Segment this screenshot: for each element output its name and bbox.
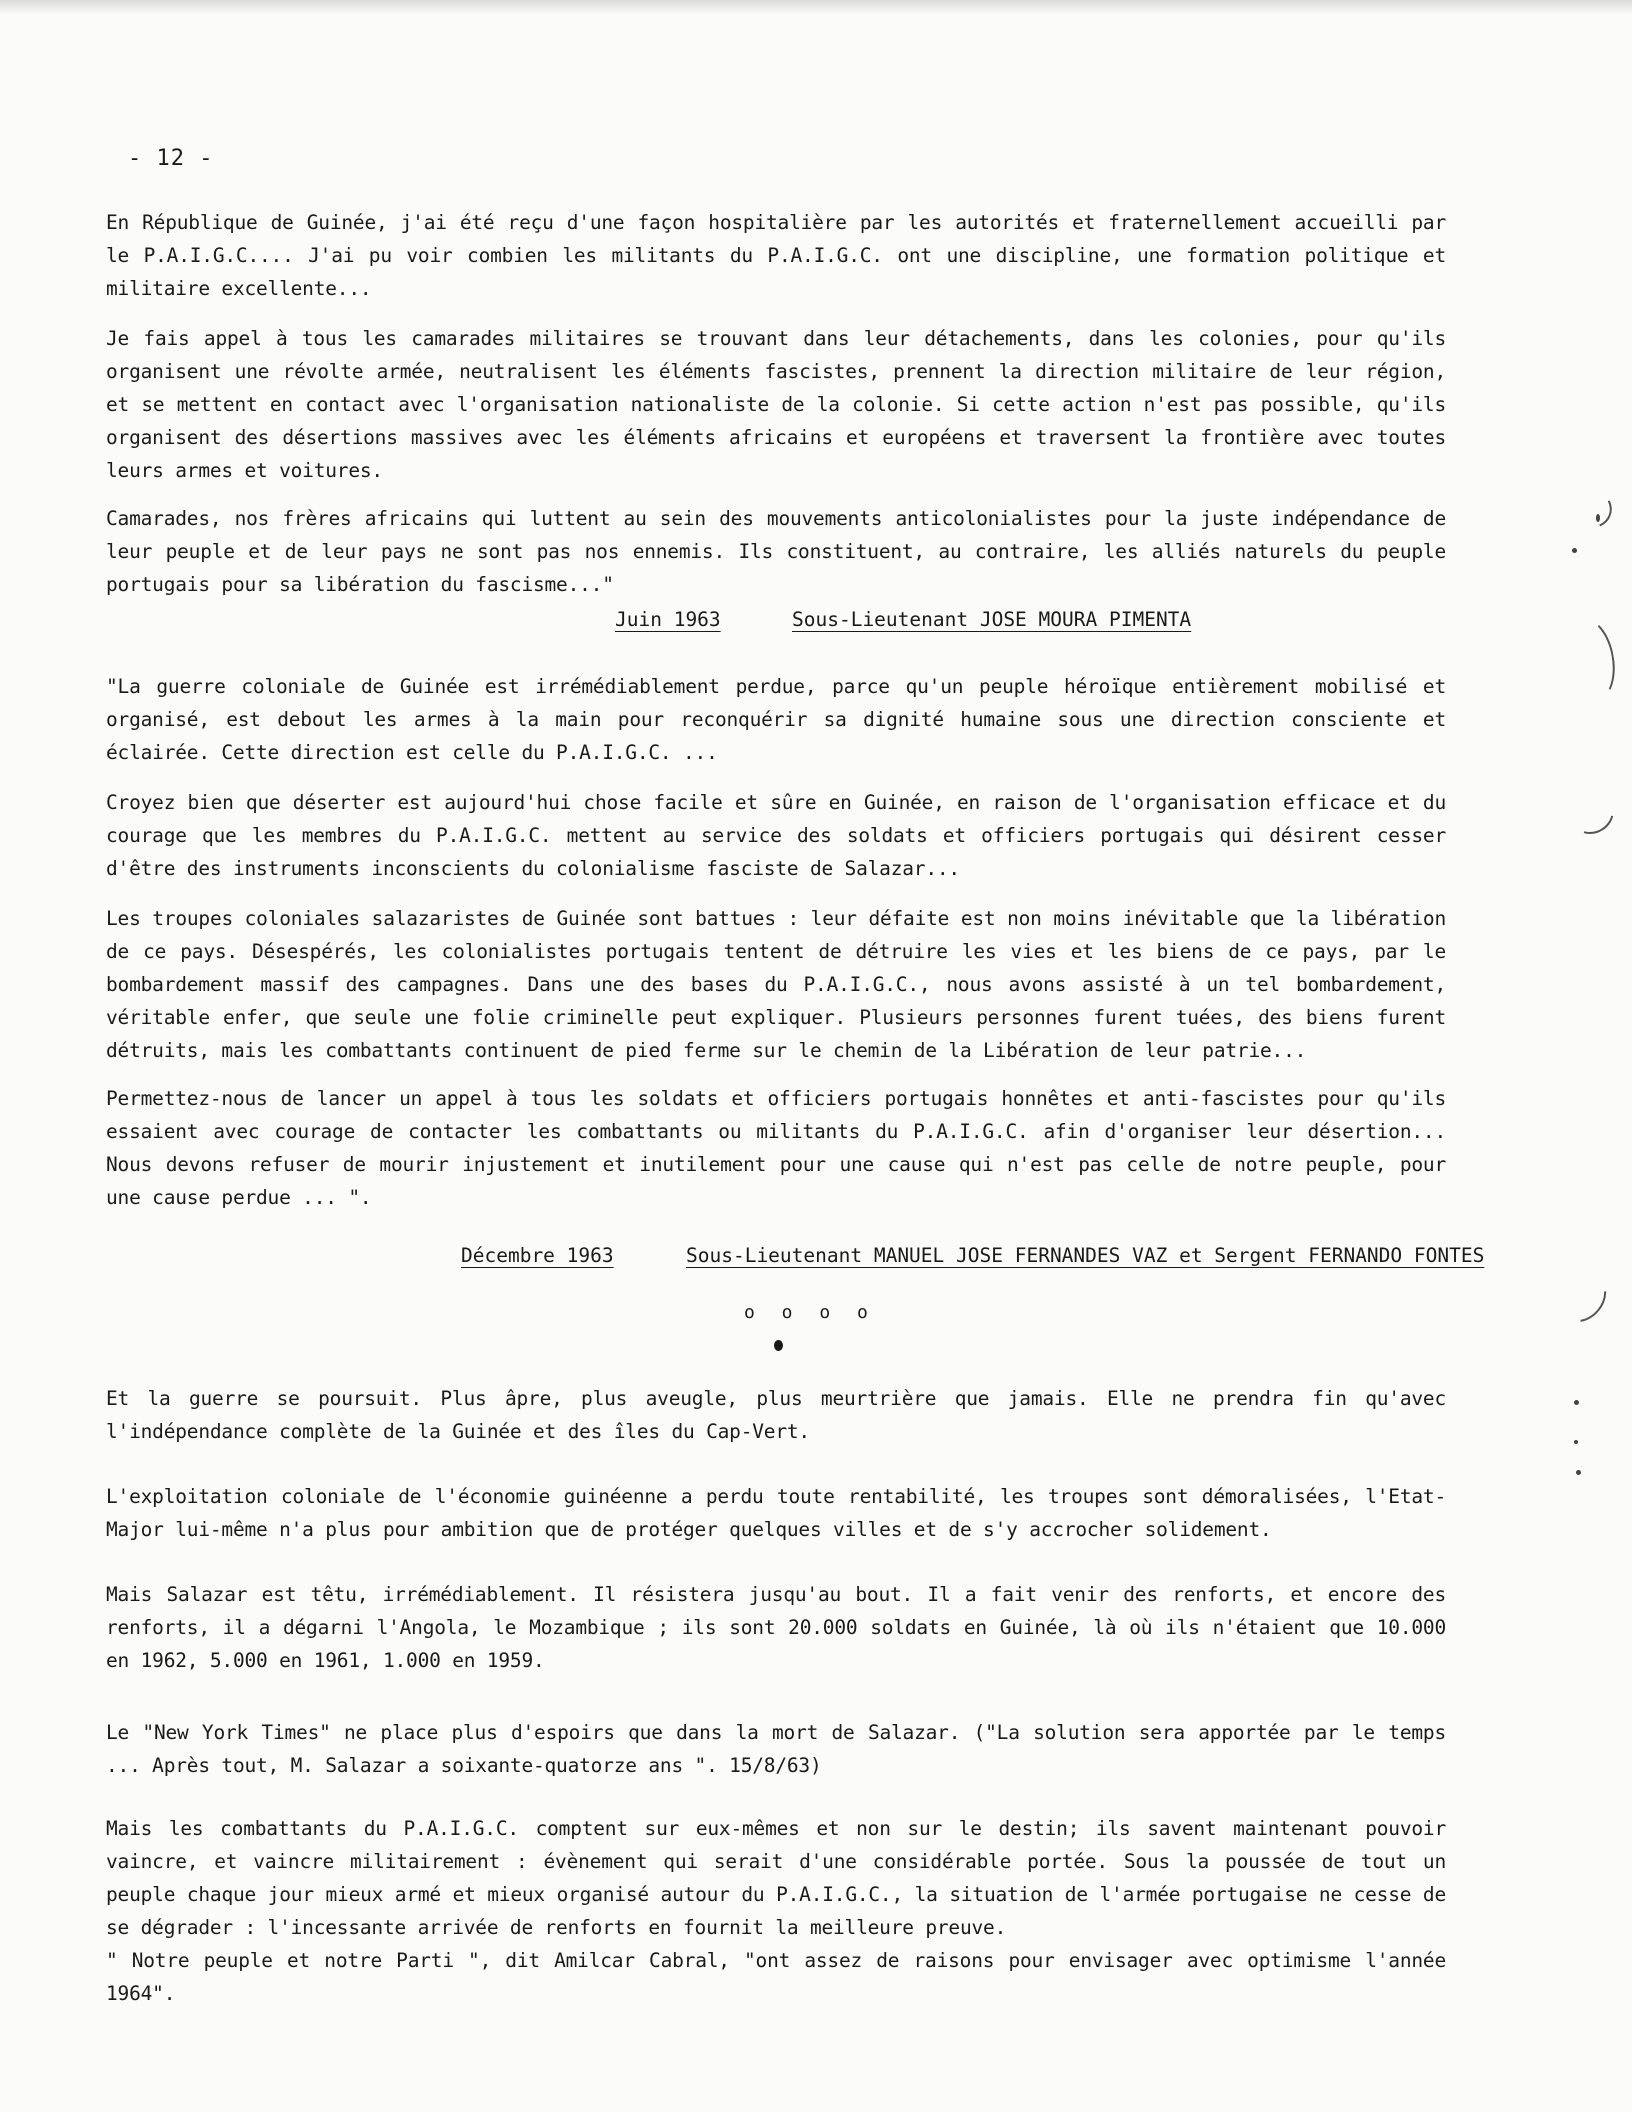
paragraph: Permettez-nous de lancer un appel à tous les soldats et officiers portugais honnêtes et anti-fascistes pour qu'ils essaient avec courage de contacter les combattants ou militants du P.A.I.G.C. afin d'organiser leur désertion... Nous devons refuser de mourir injustement et inutilement pour une cause qui n'est pas celle de notre peuple, pour une cause perdue ... ".	[106, 1087, 1446, 1209]
signature-date: Décembre 1963	[461, 1244, 614, 1267]
paragraph: Les troupes coloniales salazaristes de Guinée sont battues : leur défaite est non moins inévitable que la libération de ce pays. Désespérés, les colonialistes portugais tentent de détruire les vies et les biens de ce pays, par le bombardement massif des campagnes. Dans une des bases du P.A.I.G.C., nous avons assisté à un tel bombardement, véritable enfer, que seule une folie criminelle peut expliquer. Plusieurs personnes furent tuées, des biens furent détruits, mais les combattants continuent de pied ferme sur le chemin de la Libération de leur patrie...	[106, 907, 1446, 1062]
paragraph: Je fais appel à tous les camarades militaires se trouvant dans leur détachements, dans les colonies, pour qu'ils organisent une révolte armée, neutralisent les éléments fascistes, prennent la direction militaire de leur région, et se mettent en contact avec l'organisation nationaliste de la colonie. Si cette action n'est pas possible, qu'ils organisent des désertions massives avec les éléments africains et européens et traversent la frontière avec toutes leurs armes et voitures.	[106, 327, 1446, 482]
paragraph: Et la guerre se poursuit. Plus âpre, plus aveugle, plus meurtrière que jamais. Elle ne prendra fin qu'avec l'indépendance complète de la Guinée et des îles du Cap-Vert.	[106, 1387, 1446, 1443]
paragraph: Camarades, nos frères africains qui luttent au sein des mouvements anticolonialistes pour la juste indépendance de leur peuple et de leur pays ne sont pas nos ennemis. Ils constituent, au contraire, les alliés naturels du peuple portugais pour sa libération du fascisme..."	[106, 507, 1446, 596]
margin-scan-mark	[1559, 614, 1621, 705]
scan-edge-shadow	[0, 0, 1632, 14]
paragraph: " Notre peuple et notre Parti ", dit Amilcar Cabral, "ont assez de raisons pour envisager avec optimisme l'année 1964".	[106, 1949, 1446, 2005]
margin-speck	[1574, 1440, 1578, 1444]
margin-speck	[1574, 1400, 1579, 1405]
paragraph: "La guerre coloniale de Guinée est irrémédiablement perdue, parce qu'un peuple héroïque entièrement mobilisé et organisé, est debout les armes à la main pour reconquérir sa dignité humaine sous une direction consciente et éclairée. Cette direction est celle du P.A.I.G.C. ...	[106, 675, 1446, 764]
paragraph: L'exploitation coloniale de l'économie guinéenne a perdu toute rentabilité, les troupes sont démoralisées, l'Etat-Major lui-même n'a plus pour ambition que de protéger quelques villes et de s'y accrocher solidement.	[106, 1485, 1446, 1541]
signature-name: Sous-Lieutenant MANUEL JOSE FERNANDES VAZ et Sergent FERNANDO FONTES	[686, 1244, 1485, 1267]
page-number: - 12 -	[128, 146, 214, 171]
paragraph: En République de Guinée, j'ai été reçu d'une façon hospitalière par les autorités et fraternellement accueilli par le P.A.I.G.C.... J'ai pu voir combien les militants du P.A.I.G.C. ont une discipline, une formation politique et militaire excellente...	[106, 211, 1446, 300]
ornament-dot	[774, 1340, 783, 1351]
margin-scan-mark	[1557, 777, 1623, 843]
paragraph: Croyez bien que déserter est aujourd'hui chose facile et sûre en Guinée, en raison de l'organisation efficace et du courage que les membres du P.A.I.G.C. mettent au service des soldats et officiers portugais qui désirent cesser d'être des instruments inconscients du colonialisme fasciste de Salazar...	[106, 791, 1446, 880]
signature-date: Juin 1963	[615, 608, 721, 631]
paragraph: Le "New York Times" ne place plus d'espoirs que dans la mort de Salazar. ("La solution sera apportée par le temps ... Après tout, M. Salazar a soixante-quatorze ans ". 15/8/63)	[106, 1721, 1446, 1777]
margin-scan-mark	[1548, 1262, 1616, 1332]
margin-speck	[1596, 514, 1600, 522]
margin-speck	[1572, 548, 1577, 553]
section-ornament: o o o o	[744, 1302, 876, 1323]
paragraph: Mais les combattants du P.A.I.G.C. comptent sur eux-mêmes et non sur le destin; ils savent maintenant pouvoir vaincre, et vaincre militairement : évènement qui serait d'une considérable portée. Sous la poussée de tout un peuple chaque jour mieux armé et mieux organisé autour du P.A.I.G.C., la situation de l'armée portugaise ne cesse de se dégrader : l'incessante arrivée de renforts en fournit la meilleure preuve.	[106, 1817, 1446, 1939]
margin-scan-mark	[1562, 482, 1617, 535]
margin-speck	[1576, 1470, 1581, 1475]
signature-name: Sous-Lieutenant JOSE MOURA PIMENTA	[792, 608, 1192, 631]
paragraph: Mais Salazar est têtu, irrémédiablement. Il résistera jusqu'au bout. Il a fait venir des renforts, et encore des renforts, il a dégarni l'Angola, le Mozambique ; ils sont 20.000 soldats en Guinée, là où ils n'étaient que 10.000 en 1962, 5.000 en 1961, 1.000 en 1959.	[106, 1583, 1446, 1672]
